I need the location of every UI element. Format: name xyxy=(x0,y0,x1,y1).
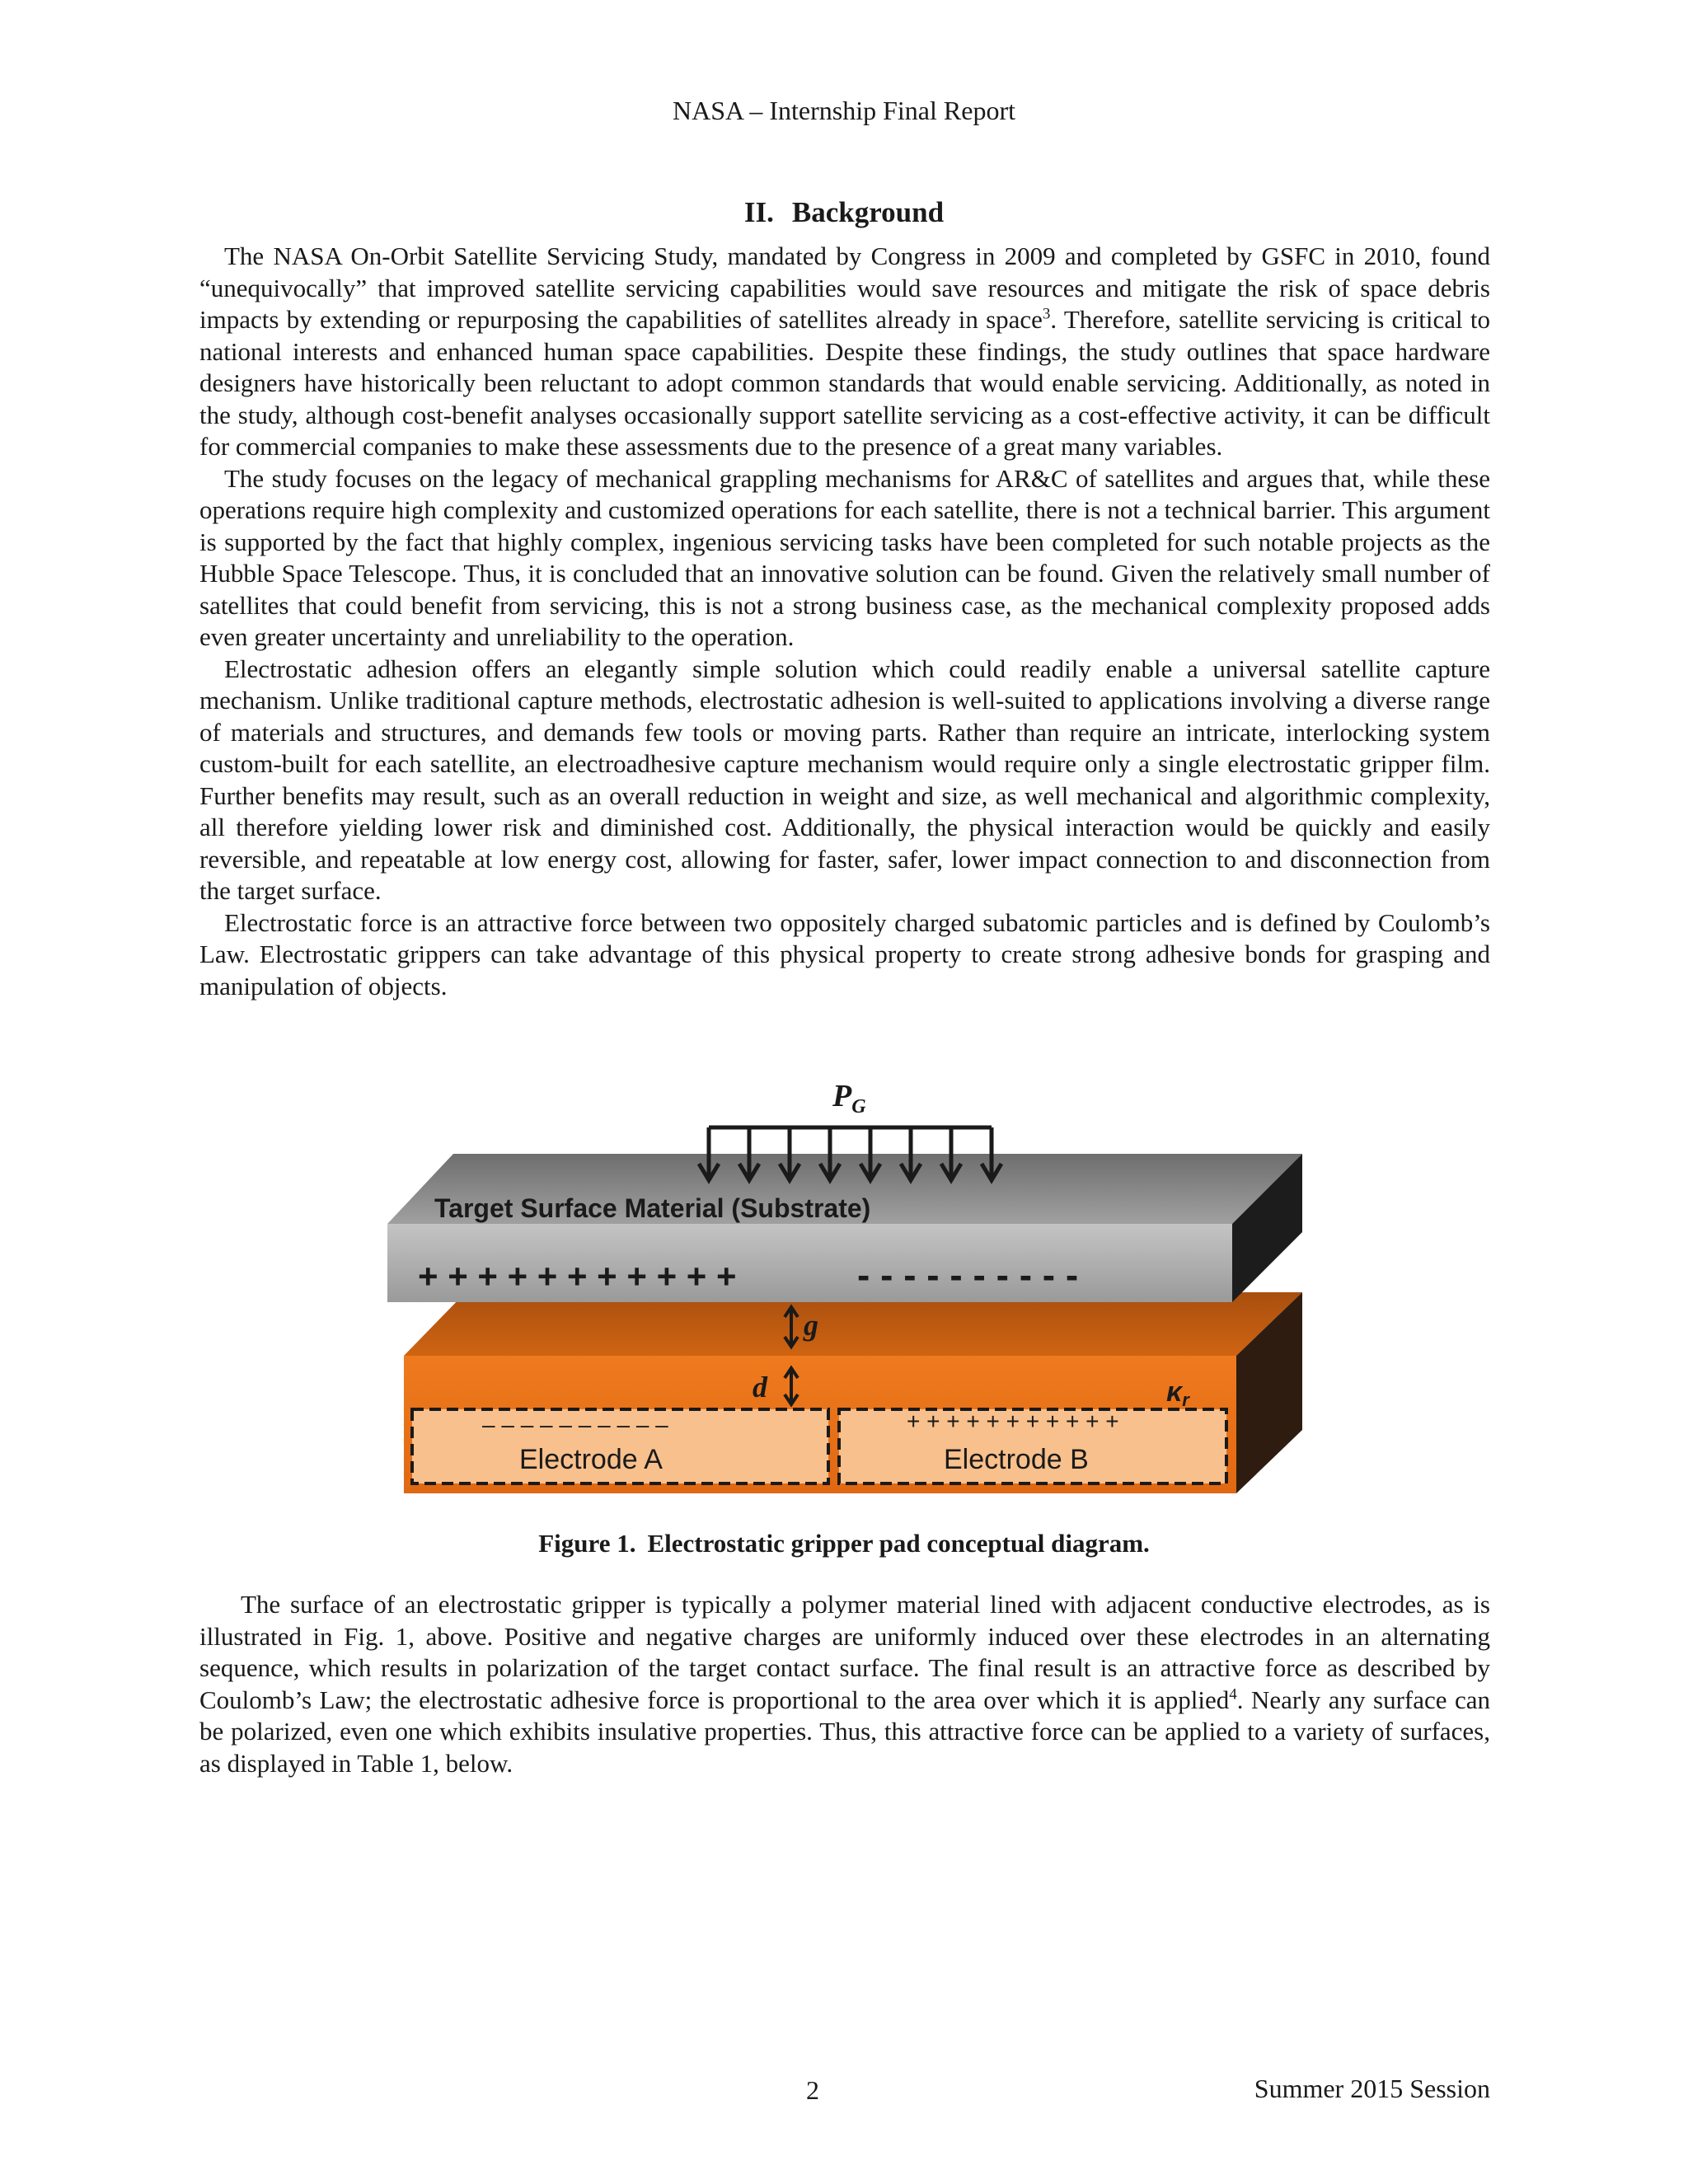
text-run: Electrostatic adhesion offers an elegantly simple solution which could readily enable a universal satellite capture mechanism. Unlike traditional capture methods, electrostatic adhesion is well-suited to applications involving a diverse range of materials and structures, and demands few tools or moving parts. Rather than require an intricate, interlocking system custom-built for each satellite, an electroadhesive capture mechanism would require only a single electrostatic gripper film. Further benefits may result, such as an overall reduction in weight and size, as well mechanical and algorithmic complexity, all therefore yielding lower risk and diminished cost. Additionally, the physical interaction would be quickly and easily reversible, and repeatable at low energy cost, allowing for faster, safer, lower impact connection to and disconnection from the target surface. xyxy=(199,654,1490,905)
paragraph xyxy=(199,463,1490,654)
electrode-a-charges: – – – – – – – – – – xyxy=(482,1412,668,1437)
paragraph xyxy=(199,907,1490,1003)
substrate-label: Target Surface Material (Substrate) xyxy=(434,1193,871,1223)
paragraph xyxy=(199,1589,1490,1779)
paragraph xyxy=(199,654,1490,907)
text-run: Electrostatic force is an attractive force between two oppositely charged subatomic particles and is defined by Coulomb’s Law. Electrostatic grippers can take advantage of this physical property to create strong adhesive bonds for grasping and manipulation of objects. xyxy=(199,907,1490,1001)
section-heading xyxy=(0,196,1688,229)
target-substrate xyxy=(387,1154,1302,1302)
page-number: 2 xyxy=(806,2075,819,2105)
caption-text: Electrostatic gripper pad conceptual diagram. xyxy=(647,1529,1150,1558)
post-figure-body xyxy=(199,1589,1490,1779)
electrode-b-charges: + + + + + + + + + + + xyxy=(907,1408,1119,1434)
running-header: NASA – Internship Final Report xyxy=(673,96,1015,125)
background-body xyxy=(199,241,1490,1002)
text-run: . Nearly any surface can be polarized, even one which exhibits insulative properties. Thus, this attractive force can be applied to a variety of surfaces, as displayed in Table 1, below. xyxy=(199,1685,1490,1778)
citation-superscript: 4 xyxy=(1229,1685,1237,1704)
kappa-symbol: κ xyxy=(1166,1376,1183,1408)
section-title: Background xyxy=(791,196,945,228)
text-run: The NASA On-Orbit Satellite Servicing Study, mandated by Congress in 2009 and completed by GSFC in 2010, found “unequivocally” that improved satellite servicing capabilities would save resources and mitigate the risk of space debris impacts by extending or repurposing the capabilities of satellites already in space xyxy=(199,241,1490,334)
substrate-negative-charges: - - - - - - - - - - xyxy=(857,1254,1079,1296)
caption-label: Figure 1. xyxy=(538,1529,636,1558)
text-run: The surface of an electrostatic gripper is typically a polymer material lined with adjacent conductive electrodes, as is illustrated in Fig. 1, above. Positive and negative charges are uniformly induced over these electrodes in an alternating sequence, which results in polarization of the target contact surface. The final result is an attractive force as described by Coulomb’s Law; the electrostatic adhesive force is proportional to the area over which it is applied xyxy=(199,1590,1490,1714)
section-number: II. xyxy=(743,196,774,228)
gripper-pad xyxy=(404,1292,1302,1493)
thickness-label: d xyxy=(753,1371,767,1404)
force-symbol: P xyxy=(832,1079,852,1113)
electrode-a-label: Electrode A xyxy=(519,1444,663,1475)
force-label xyxy=(832,1079,866,1118)
paragraph xyxy=(199,241,1490,463)
electrode-b-label: Electrode B xyxy=(944,1444,1089,1475)
substrate-positive-charges: + + + + + + + + + + + xyxy=(418,1257,737,1296)
text-run: The study focuses on the legacy of mechanical grappling mechanisms for AR&C of satellites and argues that, while these operations require high complexity and customized operations for each satellite, there is not a technical barrier. This argument is supported by the fact that highly complex, ingenious servicing tasks have been completed for such notable projects as the Hubble Space Telescope. Thus, it is concluded that an innovative solution can be found. Given the relatively small number of satellites that could benefit from servicing, this is not a strong business case, as the mechanical complexity proposed adds even greater uncertainty and unreliability to the operation. xyxy=(199,463,1490,651)
force-subscript: G xyxy=(851,1096,866,1118)
text-run: . Therefore, satellite servicing is critical to national interests and enhanced human space capabilities. Despite these findings, the study outlines that space hardware designers have historically been reluctant to adopt common standards that would enable servicing. Additionally, as noted in the study, although cost-benefit analyses occasionally support satellite servicing as a cost-effective activity, it can be difficult for commercial companies to make these assessments due to the presence of a great many variables. xyxy=(199,305,1490,461)
gap-label: g xyxy=(804,1309,818,1342)
figure-caption xyxy=(0,1529,1688,1558)
gripper-diagram xyxy=(375,1071,1323,1500)
citation-superscript: 3 xyxy=(1042,305,1051,323)
session-footer: Summer 2015 Session xyxy=(1254,2074,1490,2103)
kappa-subscript: r xyxy=(1182,1390,1189,1410)
